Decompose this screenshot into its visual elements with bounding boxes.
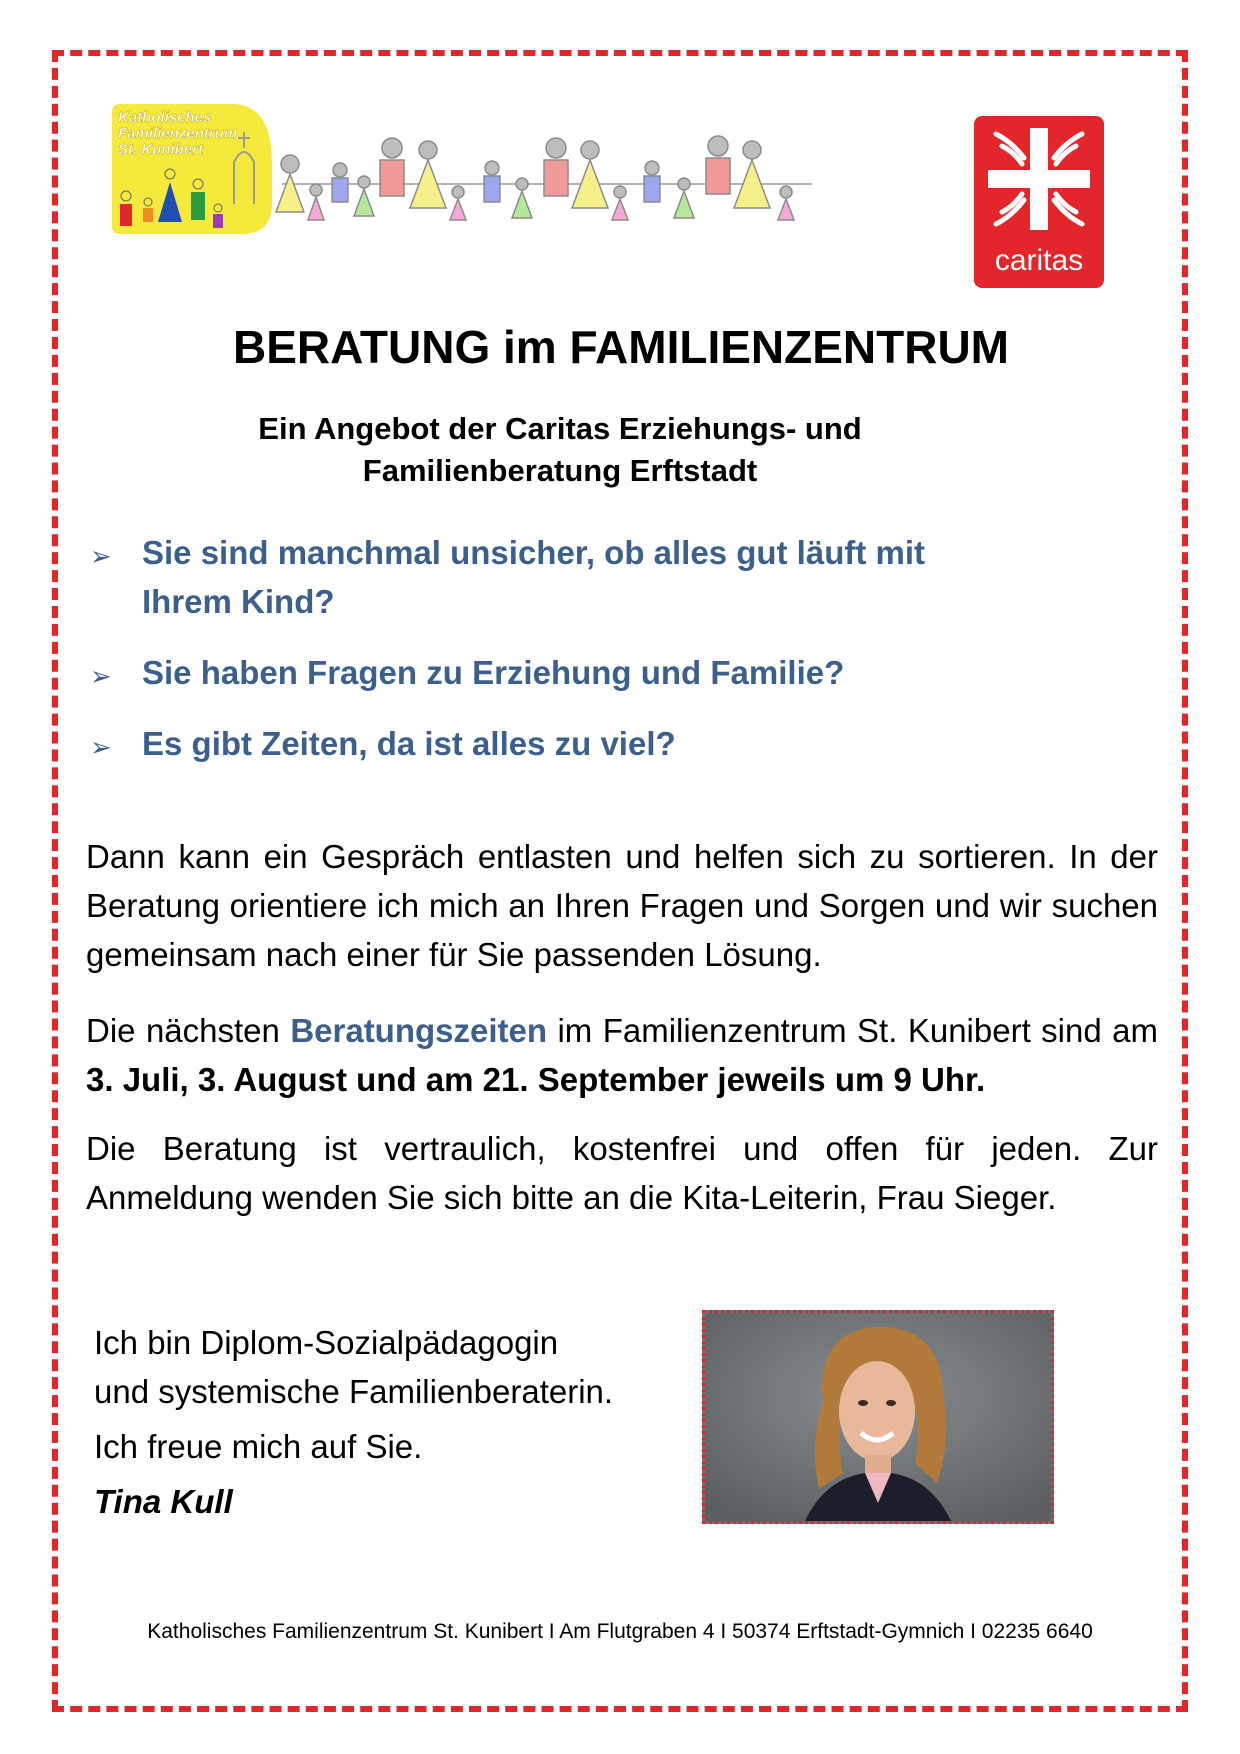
list-item-line: Sie haben Fragen zu Erziehung und Familie? [142,654,845,691]
list-item-line: Es gibt Zeiten, da ist alles zu viel? [142,725,676,762]
kfz-logo-line3: St. Kunibert [118,141,203,158]
page-title: BERATUNG im FAMILIENZENTRUM [232,321,1009,373]
kfz-logo-line1: Katholisches [118,109,212,126]
arrow-bullet-icon: ➢ [90,661,112,691]
list-item-line: Sie sind manchmal unsicher, ob alles gut läuft mit [142,534,926,571]
intro-paragraph: Dann kann ein Gespräch entlasten und helfen sich zu sortieren. In der Beratung orientiere ich mich an Ihren Fragen und Sorgen und wir suchen gemeinsam nach einer für Sie passenden Lösung. [86,838,1158,973]
subtitle-line-1: Ein Angebot der Caritas Erziehungs- und [258,411,862,446]
list-item [86,648,1126,697]
arrow-bullet-icon: ➢ [90,732,112,762]
appointment-dates: 3. Juli, 3. August und am 21. September jeweils um 9 Uhr. [86,1061,986,1098]
caritas-flame-cross-icon [984,124,1094,234]
subtitle-line-2: Familienberatung Erftstadt [362,453,758,488]
question-list [86,528,1126,790]
people-chain-illustration [276,136,812,220]
bio-line-1: Ich bin Diplom-Sozialpädagogin [94,1324,559,1361]
bio-line-3: Ich freue mich auf Sie. [94,1428,423,1465]
footer-address: Katholisches Familienzentrum St. Kunibert I Am Flutgraben 4 I 50374 Erftstadt-Gymnich I 02235 6640 [147,1620,1093,1643]
appointment-text-part2: im Familienzentrum St. Kunibert sind am [547,1012,1158,1049]
appointment-paragraph [86,1006,1158,1104]
kfz-logo-line2: Familienzentrum [118,125,238,142]
counselor-name: Tina Kull [94,1483,233,1520]
caritas-logo [974,116,1104,288]
kfz-logo [112,104,932,264]
arrow-bullet-icon: ➢ [90,541,112,571]
bio-line-2: und systemische Familienberaterin. [94,1373,614,1410]
list-item-line: Ihrem Kind? [142,583,335,620]
appointment-text-part1: Die nächsten [86,1012,291,1049]
registration-paragraph: Die Beratung ist vertraulich, kostenfrei und offen für jeden. Zur Anmeldung wenden Sie sich bitte an die Kita-Leiterin, Frau Sieger. [86,1130,1158,1216]
caritas-logo-text: caritas [994,244,1084,277]
appointment-highlight: Beratungszeiten [290,1012,548,1049]
portrait-image [705,1313,1051,1521]
counselor-photo [702,1310,1054,1524]
subtitle [160,408,960,492]
list-item [86,719,1126,768]
list-item [86,528,1126,626]
counselor-bio [94,1318,714,1526]
